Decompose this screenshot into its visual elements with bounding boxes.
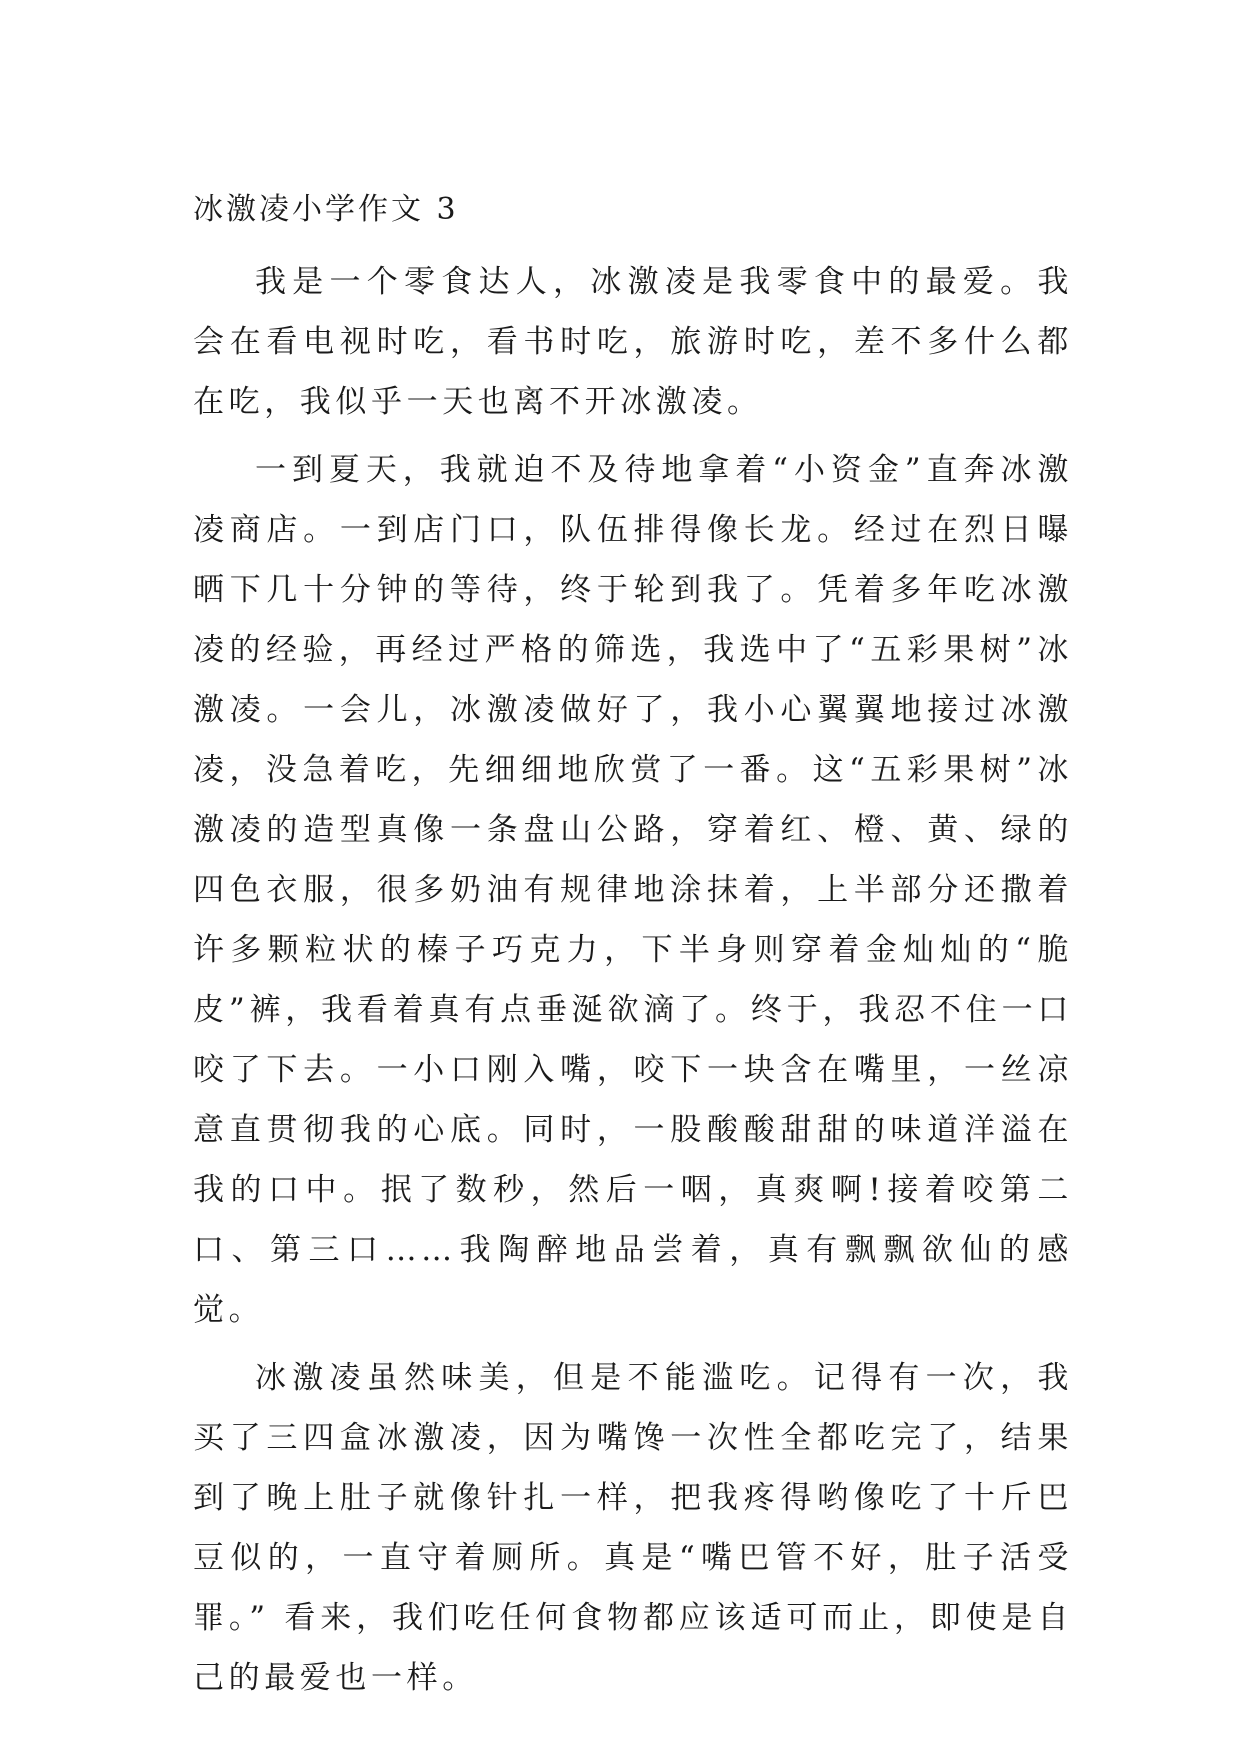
document-page — [193, 190, 1073, 1716]
paragraph-3: 冰激凌虽然味美，但是不能滥吃。记得有一次，我买了三四盒冰激凌，因为嘴馋一次性全都吃完了，结果到了晚上肚子就像针扎一样，把我疼得哟像吃了十斤巴豆似的，一直守着厕所。真是“嘴巴管不好，肚子活受罪。” 看来，我们吃任何食物都应该适可而止，即使是自己的最爱也一样。 — [193, 1360, 1073, 1696]
paragraph-2: 一到夏天，我就迫不及待地拿着“小资金”直奔冰激凌商店。一到店门口，队伍排得像长龙。经过在烈日曝晒下几十分钟的等待，终于轮到我了。凭着多年吃冰激凌的经验，再经过严格的筛选，我选中了“五彩果树”冰激凌。一会儿，冰激凌做好了，我小心翼翼地接过冰激凌，没急着吃，先细细地欣赏了一番。这“五彩果树”冰激凌的造型真像一条盘山公路，穿着红、橙、黄、绿的四色衣服，很多奶油有规律地涂抹着，上半部分还撒着许多颗粒状的榛子巧克力，下半身则穿着金灿灿的“脆皮”裤，我看着真有点垂涎欲滴了。终于，我忍不住一口咬了下去。一小口刚入嘴，咬下一块含在嘴里，一丝凉意直贯彻我的心底。同时，一股酸酸甜甜的味道洋溢在我的口中。抿了数秒，然后一咽，真爽啊!接着咬第二口、第三口……我陶醉地品尝着，真有飘飘欲仙的感觉。 — [193, 452, 1073, 1328]
document-title: 冰激凌小学作文 3 — [193, 192, 459, 227]
paragraph-1: 我是一个零食达人，冰激凌是我零食中的最爱。我会在看电视时吃，看书时吃，旅游时吃，差不多什么都在吃，我似乎一天也离不开冰激凌。 — [193, 264, 1073, 420]
